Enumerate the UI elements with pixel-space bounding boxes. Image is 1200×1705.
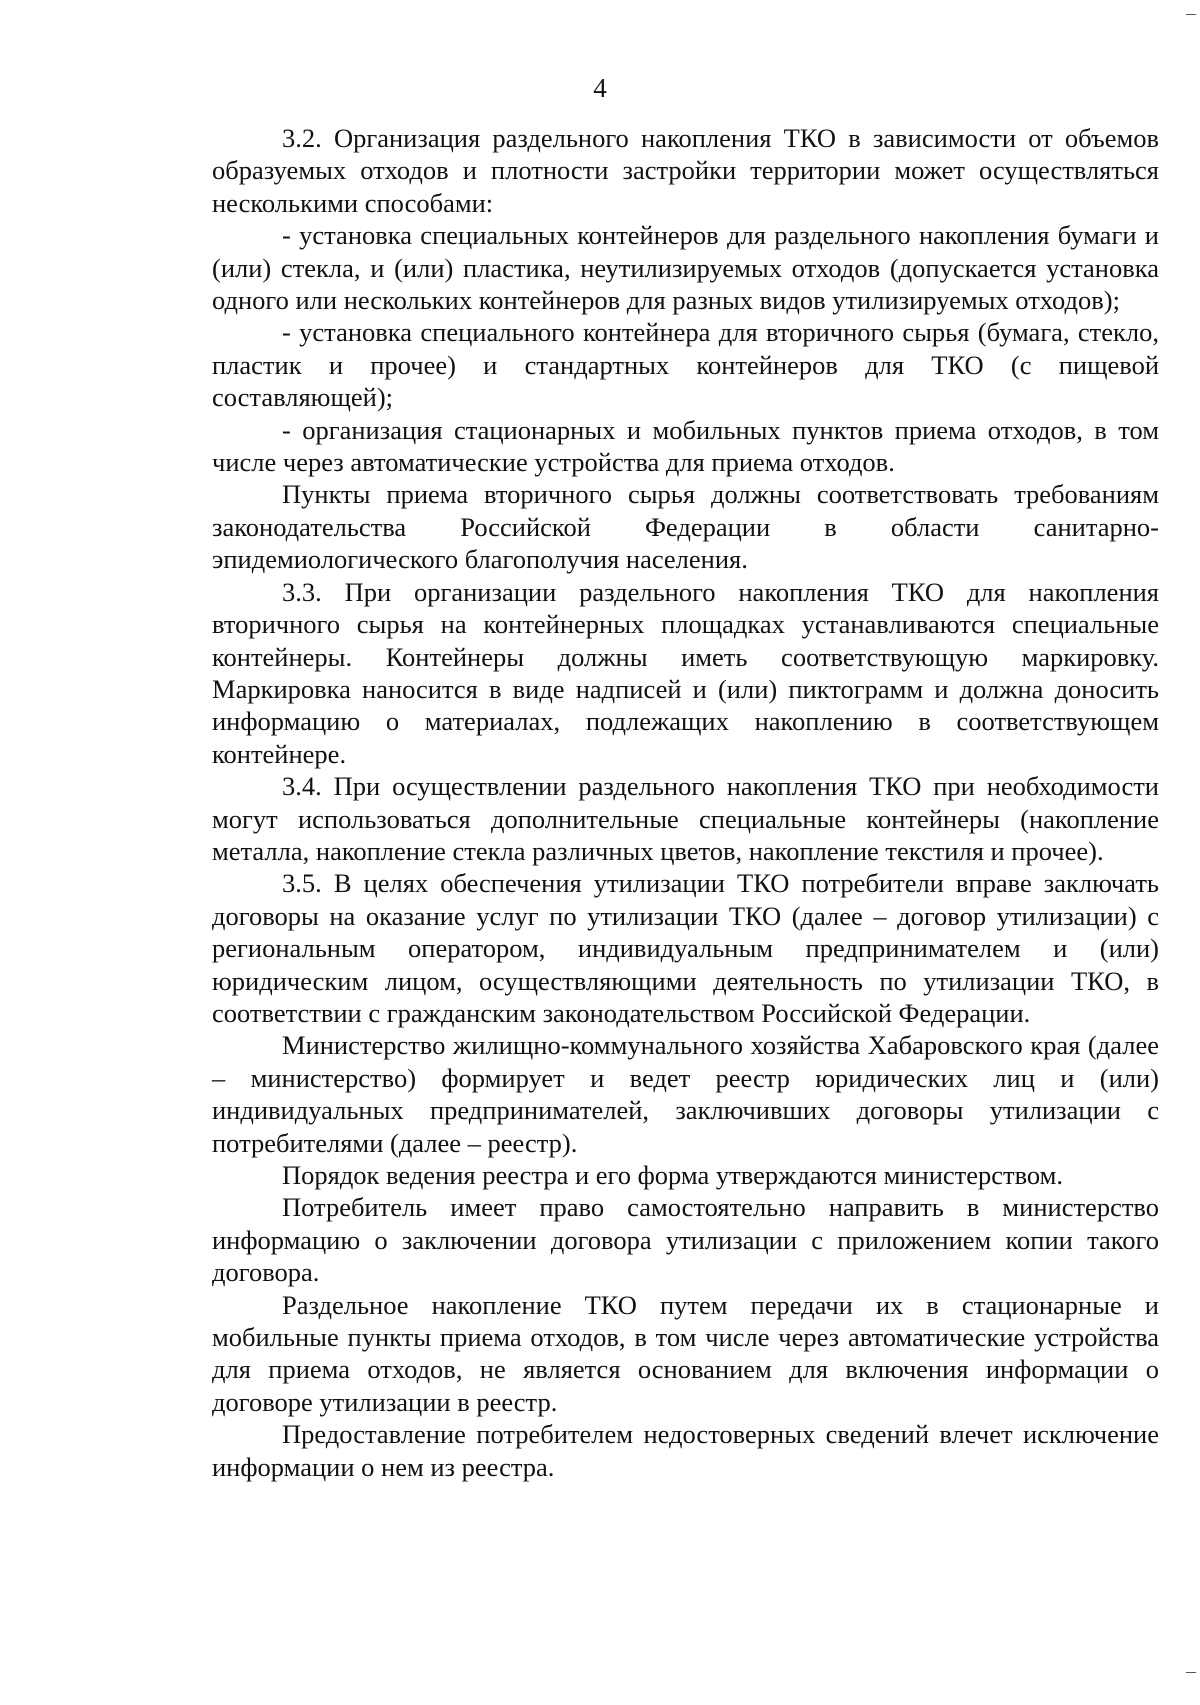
list-item-secondary-container: - установка специального контейнера для вторичного сырья (бумага, стекло, пластик и прочее) и стандартных контейнеров для ТКО (с пищевой составляющей); [212, 317, 1159, 413]
paragraph-3-3: 3.3. При организации раздельного накопления ТКО для накопления вторичного сырья на контейнерных площадках устанавливаются специальные контейнеры. Контейнеры должны иметь соответствующую маркировку. Маркировка наносится в виде надписей и (или) пиктограмм и должна доносить информацию о материалах, подлежащих накоплению в соответствующем контейнере. [212, 576, 1159, 769]
page-number: 4 [593, 73, 607, 103]
paragraph-consumer-right: Потребитель имеет право самостоятельно направить в министерство информацию о заключении договора утилизации с приложением копии такого договора. [212, 1192, 1159, 1288]
paragraph-ministry-registry: Министерство жилищно-коммунального хозяйства Хабаровского края (далее – министерство) формирует и ведет реестр юридических лиц и (или) индивидуальных предпринимателей, заключивших договоры утилизации с потребителями (далее – реестр). [212, 1030, 1159, 1158]
paragraph-3-4: 3.4. При осуществлении раздельного накопления ТКО при необходимости могут использоваться дополнительные специальные контейнеры (накопление металла, накопление стекла различных цветов, накопление текстиля и прочее). [212, 771, 1159, 866]
document-body [212, 122, 1159, 1483]
paragraph-registry-procedure: Порядок ведения реестра и его форма утверждаются министерством. [282, 1160, 1064, 1190]
paragraph-collection-points-requirements: Пункты приема вторичного сырья должны соответствовать требованиям законодательства Российской Федерации в области санитарно-эпидемиологического благополучия населения. [212, 479, 1159, 575]
paragraph-false-information: Предоставление потребителем недостоверных сведений влечет исключение информации о нем из реестра. [212, 1419, 1159, 1482]
scan-mark-bottom-right: – [1186, 1660, 1196, 1682]
list-item-collection-points: - организация стационарных и мобильных пунктов приема отходов, в том числе через автоматические устройства для приема отходов. [212, 414, 1159, 478]
list-item-containers: - установка специальных контейнеров для раздельного накопления бумаги и (или) стекла, и (или) пластика, неутилизируемых отходов (допускается установка одного или нескольких контейнеров для разных видов утилизируемых отходов); [212, 220, 1159, 316]
paragraph-3-5: 3.5. В целях обеспечения утилизации ТКО потребители вправе заключать договоры на оказание услуг по утилизации ТКО (далее – договор утилизации) с региональным оператором, индивидуальным предпринимателем и (или) юридическим лицом, осуществляющими деятельность по утилизации ТКО, в соответствии с гражданским законодательством Российской Федерации. [212, 868, 1159, 1028]
paragraph-separate-accumulation: Раздельное накопление ТКО путем передачи их в стационарные и мобильные пункты приема отходов, в том числе через автоматические устройства для приема отходов, не является основанием для включения информации о договоре утилизации в реестр. [212, 1289, 1159, 1417]
paragraph-3-2: 3.2. Организация раздельного накопления ТКО в зависимости от объемов образуемых отходов и плотности застройки территории может осуществляться несколькими способами: [212, 123, 1159, 218]
scan-mark-top-right: – [1186, 2, 1196, 24]
